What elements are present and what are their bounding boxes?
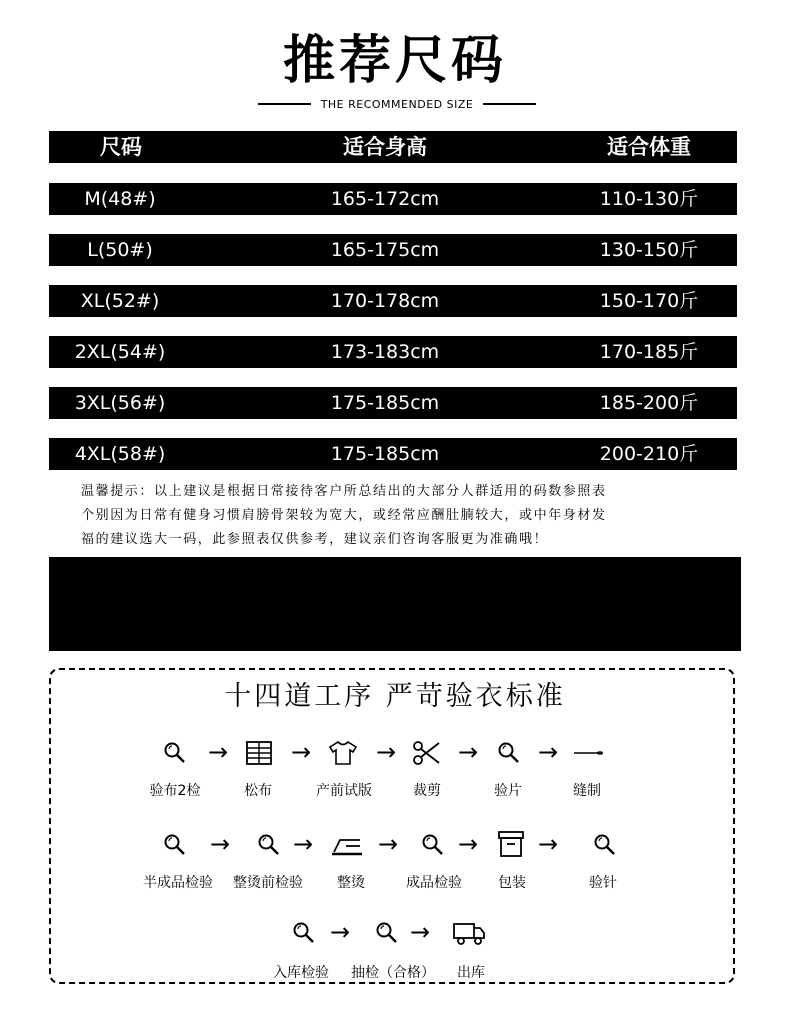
arrow-icon: → — [410, 918, 431, 946]
step-label: 出库 — [457, 965, 485, 981]
step-label: 验片 — [494, 783, 522, 799]
row-weight: 170-185斤 — [599, 341, 699, 363]
magnifier-icon — [588, 830, 622, 860]
table-row — [49, 285, 737, 317]
table-row — [49, 183, 737, 215]
step-label: 验针 — [589, 875, 617, 891]
row-height: 170-178cm — [330, 290, 440, 312]
needle-icon — [572, 738, 606, 768]
row-size: 3XL(56#) — [74, 392, 166, 414]
magnifier-icon — [287, 918, 321, 948]
process-title: 十四道工序 严苛验衣标准 — [224, 681, 566, 712]
header-size: 尺码 — [100, 135, 142, 159]
step-label: 验布2检 — [149, 783, 201, 799]
arrow-icon: → — [291, 738, 312, 766]
row-size: M(48#) — [84, 188, 156, 210]
subtitle-text: THE RECOMMENDED SIZE — [320, 97, 474, 111]
row-height: 173-183cm — [330, 341, 440, 363]
step-label: 成品检验 — [406, 875, 462, 891]
subtitle — [258, 96, 536, 112]
scissors-icon — [410, 738, 444, 768]
step-label: 整烫 — [337, 875, 365, 891]
table-row — [49, 438, 737, 470]
magnifier-icon — [158, 830, 192, 860]
row-weight: 185-200斤 — [599, 392, 699, 414]
arrow-icon: → — [458, 738, 479, 766]
step-label: 缝制 — [573, 783, 601, 799]
step-label: 松布 — [244, 783, 272, 799]
row-height: 165-172cm — [330, 188, 440, 210]
note-line: 个别因为日常有健身习惯肩膀骨架较为宽大，或经常应酬肚腩较大，或中年身材发 — [81, 508, 607, 523]
step-label: 裁剪 — [413, 783, 441, 799]
tshirt-icon — [326, 738, 360, 768]
row-weight: 200-210斤 — [599, 443, 699, 465]
arrow-icon: → — [330, 918, 351, 946]
page-title: 推荐尺码 — [282, 31, 507, 91]
row-height: 175-185cm — [330, 392, 440, 414]
size-table-header — [49, 131, 737, 163]
arrow-icon: → — [376, 738, 397, 766]
step-label: 产前试版 — [316, 783, 372, 799]
magnifier-icon — [416, 830, 450, 860]
step-label: 入库检验 — [273, 965, 329, 981]
magnifier-icon — [158, 738, 192, 768]
arrow-icon: → — [378, 830, 399, 858]
row-size: XL(52#) — [80, 290, 160, 312]
table-row — [49, 234, 737, 266]
arrow-icon: → — [210, 830, 231, 858]
step-label: 半成品检验 — [143, 875, 213, 891]
arrow-icon: → — [458, 830, 479, 858]
step-label: 抽检（合格） — [351, 965, 435, 981]
arrow-icon: → — [538, 738, 559, 766]
row-size: 4XL(58#) — [74, 443, 166, 465]
truck-icon — [452, 918, 486, 948]
note-line: 温馨提示：以上建议是根据日常接待客户所总结出的大部分人群适用的码数参照表 — [81, 484, 607, 499]
fabric-roll-icon — [242, 738, 276, 768]
black-banner — [49, 557, 741, 651]
magnifier-icon — [370, 918, 404, 948]
row-height: 165-175cm — [330, 239, 440, 261]
step-label: 整烫前检验 — [233, 875, 303, 891]
table-row — [49, 336, 737, 368]
row-size: L(50#) — [87, 239, 153, 261]
row-weight: 130-150斤 — [599, 239, 699, 261]
magnifier-icon — [252, 830, 286, 860]
arrow-icon: → — [208, 738, 229, 766]
row-weight: 110-130斤 — [599, 188, 699, 210]
header-weight: 适合体重 — [607, 135, 691, 159]
subtitle-rule-left — [258, 103, 311, 105]
box-icon — [494, 829, 528, 859]
row-weight: 150-170斤 — [599, 290, 699, 312]
subtitle-rule-right — [483, 103, 536, 105]
table-row — [49, 387, 737, 419]
note-line: 福的建议选大一码，此参照表仅供参考，建议亲们咨询客服更为准确哦！ — [81, 532, 549, 547]
iron-icon — [330, 830, 364, 860]
row-height: 175-185cm — [330, 443, 440, 465]
step-label: 包装 — [498, 875, 526, 891]
arrow-icon: → — [293, 830, 314, 858]
arrow-icon: → — [538, 830, 559, 858]
size-note — [81, 480, 721, 552]
header-height: 适合身高 — [343, 135, 427, 159]
magnifier-icon — [492, 738, 526, 768]
row-size: 2XL(54#) — [74, 341, 166, 363]
